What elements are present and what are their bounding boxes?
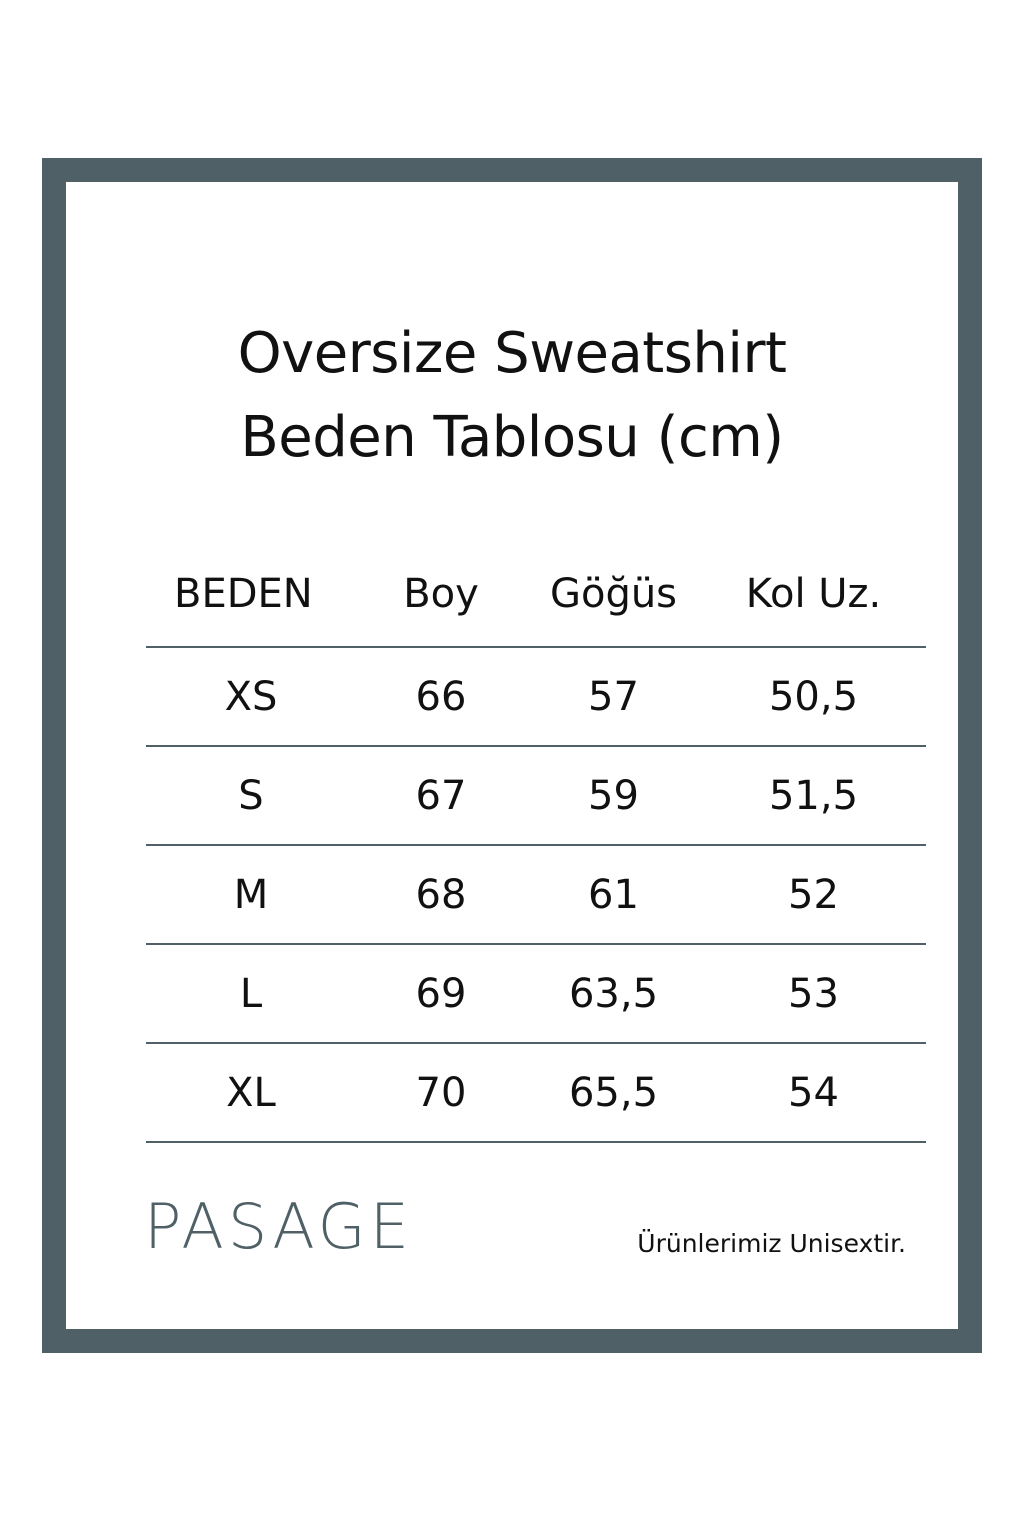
cell-boy: 66 <box>415 673 467 720</box>
page-title <box>66 312 958 480</box>
size-chart-frame <box>42 158 982 1353</box>
title-line-2: Beden Tablosu (cm) <box>240 405 784 470</box>
cell-size: XS <box>224 673 278 720</box>
cell-kol: 54 <box>788 1069 839 1116</box>
cell-size: L <box>239 970 263 1017</box>
table-row <box>146 846 926 945</box>
table-row <box>146 945 926 1044</box>
brand-logo: PASAGE <box>144 1190 413 1263</box>
cell-kol: 53 <box>788 970 839 1017</box>
size-table <box>146 542 926 1143</box>
cell-size: S <box>238 772 264 819</box>
unisex-note: Ürünlerimiz Unisextir. <box>637 1229 906 1258</box>
cell-boy: 68 <box>415 871 467 918</box>
cell-boy: 70 <box>415 1069 467 1116</box>
header-kol: Kol Uz. <box>745 571 882 617</box>
table-row <box>146 1044 926 1143</box>
cell-kol: 50,5 <box>768 673 859 720</box>
cell-kol: 52 <box>788 871 839 918</box>
cell-gogus: 59 <box>588 772 639 819</box>
cell-size: XL <box>226 1069 276 1116</box>
cell-kol: 51,5 <box>768 772 859 819</box>
header-boy: Boy <box>403 571 479 617</box>
cell-gogus: 57 <box>588 673 639 720</box>
table-header-row <box>146 542 926 648</box>
cell-gogus: 63,5 <box>568 970 659 1017</box>
table-row <box>146 747 926 846</box>
cell-gogus: 65,5 <box>568 1069 659 1116</box>
header-beden: BEDEN <box>174 571 313 617</box>
cell-size: M <box>233 871 269 918</box>
cell-boy: 69 <box>415 970 467 1017</box>
cell-gogus: 61 <box>588 871 639 918</box>
cell-boy: 67 <box>415 772 467 819</box>
header-gogus: Göğüs <box>549 571 678 617</box>
title-line-1: Oversize Sweatshirt <box>237 321 787 386</box>
table-row <box>146 648 926 747</box>
